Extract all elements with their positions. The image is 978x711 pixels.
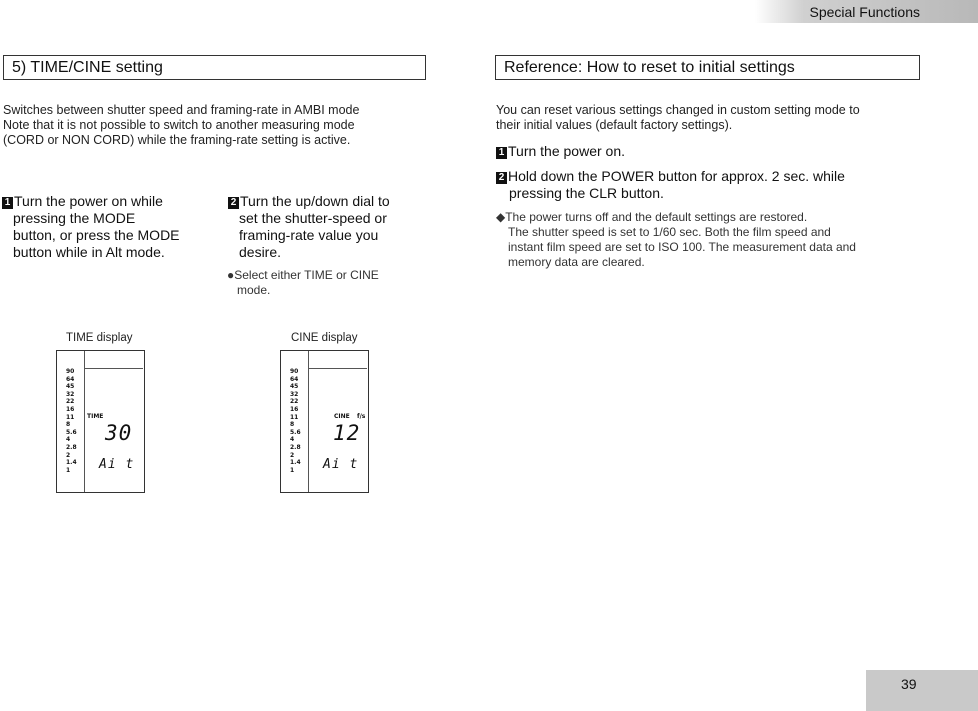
lcd-topline xyxy=(85,368,143,369)
scale-tick: 2 xyxy=(290,451,295,459)
scale-tick: 8 xyxy=(290,421,295,429)
left-step-1 xyxy=(2,193,217,261)
scale-tick: 8 xyxy=(66,421,71,429)
scale-tick: 1 xyxy=(290,466,295,474)
scale-tick: 2.8 xyxy=(290,443,301,451)
cine-unit-label: f/s xyxy=(357,413,366,420)
scale-tick: 11 xyxy=(66,413,75,421)
scale-tick: 1.4 xyxy=(66,459,77,467)
right-note-line: ◆The power turns off and the default settings are restored. xyxy=(496,210,808,224)
lcd-divider xyxy=(308,351,309,492)
cine-alt-readout: Ai t xyxy=(323,457,359,472)
scale-tick: 16 xyxy=(290,405,299,413)
step-1-line: button while in Alt mode. xyxy=(13,244,165,260)
lcd-topline xyxy=(309,368,367,369)
left-intro-line: Switches between shutter speed and framing-rate in AMBI mode xyxy=(3,103,360,117)
time-alt-readout: Ai t xyxy=(99,457,135,472)
scale-tick: 16 xyxy=(66,405,75,413)
cine-display-caption: CINE display xyxy=(291,332,358,344)
left-step-2-note xyxy=(227,268,427,298)
right-step-2-line: Hold down the POWER button for approx. 2 sec. while xyxy=(508,168,845,184)
cine-lcd-display xyxy=(280,350,369,493)
aperture-scale xyxy=(66,368,77,474)
right-intro-line: their initial values (default factory settings). xyxy=(496,118,733,132)
scale-tick: 4 xyxy=(66,436,71,444)
cine-value-readout: 12 xyxy=(333,421,361,445)
right-note-line: instant film speed are set to ISO 100. The measurement data and xyxy=(508,240,856,254)
scale-tick: 5.6 xyxy=(290,428,301,436)
scale-tick: 32 xyxy=(290,390,299,398)
note-line: ●Select either TIME or CINE xyxy=(227,268,379,282)
scale-tick: 45 xyxy=(66,383,75,391)
lcd-divider xyxy=(84,351,85,492)
right-section-title: Reference: How to reset to initial settings xyxy=(495,55,920,80)
right-step-2-line: pressing the CLR button. xyxy=(509,185,664,201)
step-1-line: Turn the power on while xyxy=(14,193,163,209)
scale-tick: 90 xyxy=(66,368,75,375)
step-number-2: 2 xyxy=(228,197,239,209)
step-2-line: desire. xyxy=(239,244,282,260)
time-display-caption: TIME display xyxy=(66,332,133,344)
right-intro-line: You can reset various settings changed in custom setting mode to xyxy=(496,103,860,117)
step-1-line: button, or press the MODE xyxy=(13,227,180,243)
right-note xyxy=(496,210,926,270)
scale-tick: 22 xyxy=(66,398,75,406)
section-header-tab xyxy=(755,0,978,23)
scale-tick: 11 xyxy=(290,413,299,421)
note-line: mode. xyxy=(237,283,271,297)
aperture-scale xyxy=(290,368,301,474)
scale-tick: 4 xyxy=(290,436,295,444)
right-step-2 xyxy=(496,168,926,202)
step-number-2: 2 xyxy=(496,172,507,184)
right-intro xyxy=(496,103,926,133)
left-step-2 xyxy=(228,193,428,261)
section-header-label: Special Functions xyxy=(809,4,920,20)
scale-tick: 1 xyxy=(66,466,71,474)
left-intro-line: (CORD or NON CORD) while the framing-rate setting is active. xyxy=(3,133,351,147)
step-2-line: framing-rate value you xyxy=(239,227,379,243)
left-intro-line: Note that it is not possible to switch to another measuring mode xyxy=(3,118,355,132)
page-number-tab xyxy=(866,670,978,711)
scale-tick: 64 xyxy=(290,375,299,383)
time-lcd-display xyxy=(56,350,145,493)
cine-mode-label: CINE xyxy=(334,413,350,420)
scale-tick: 90 xyxy=(290,368,299,375)
step-number-1: 1 xyxy=(2,197,13,209)
page-number: 39 xyxy=(901,676,917,692)
scale-tick: 64 xyxy=(66,375,75,383)
scale-tick: 22 xyxy=(290,398,299,406)
scale-tick: 2.8 xyxy=(66,443,77,451)
left-intro xyxy=(3,103,423,148)
scale-tick: 2 xyxy=(66,451,71,459)
scale-tick: 45 xyxy=(290,383,299,391)
scale-tick: 5.6 xyxy=(66,428,77,436)
scale-tick: 32 xyxy=(66,390,75,398)
step-2-line: set the shutter-speed or xyxy=(239,210,387,226)
step-2-line: Turn the up/down dial to xyxy=(240,193,390,209)
time-value-readout: 30 xyxy=(105,421,133,445)
right-note-line: memory data are cleared. xyxy=(508,255,645,269)
time-mode-label: TIME xyxy=(87,413,104,420)
right-step-1 xyxy=(496,143,916,160)
step-number-1: 1 xyxy=(496,147,507,159)
scale-tick: 1.4 xyxy=(290,459,301,467)
step-1-line: pressing the MODE xyxy=(13,210,136,226)
right-step-1-text: Turn the power on. xyxy=(508,143,625,159)
right-note-line: The shutter speed is set to 1/60 sec. Both the film speed and xyxy=(508,225,831,239)
left-section-title: 5) TIME/CINE setting xyxy=(3,55,426,80)
